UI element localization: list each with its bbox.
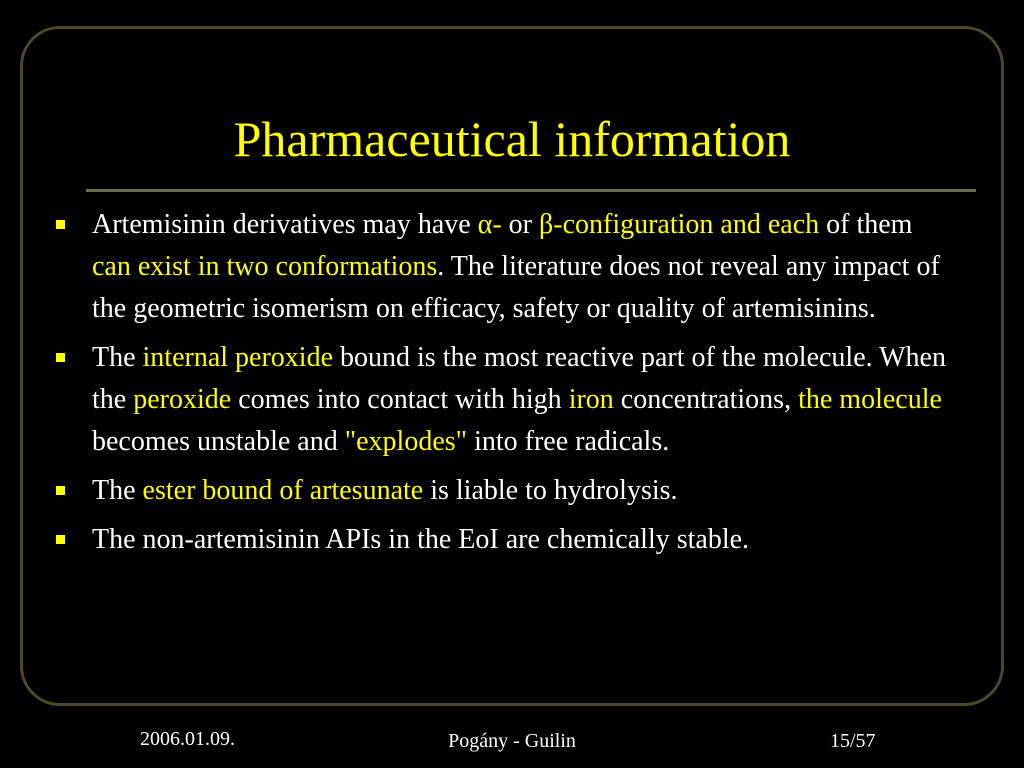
- highlighted-text: internal peroxide: [142, 342, 334, 373]
- bullet-text: The non-artemisinin APIs in the EoI are chemically stable.: [92, 524, 750, 555]
- highlighted-text: α-: [477, 209, 502, 240]
- highlighted-text: the molecule: [798, 384, 942, 415]
- bullet-text: The: [92, 475, 143, 506]
- bullet-list: [56, 204, 956, 568]
- highlighted-text: ester bound of artesunate: [142, 475, 424, 506]
- bullet-text: is liable to hydrolysis.: [423, 475, 678, 506]
- bullet-text: into free radicals.: [467, 426, 670, 457]
- footer-date: 2006.01.09.: [140, 728, 235, 750]
- highlighted-text: β-configuration and each: [539, 209, 820, 240]
- bullet-marker-icon: [56, 353, 65, 362]
- highlighted-text: iron: [568, 384, 614, 415]
- bullet-text: bound is the most reactive part of the molecule. When the: [92, 342, 946, 415]
- footer-page-number: 15/57: [830, 730, 876, 752]
- bullet-item: [56, 204, 956, 330]
- bullet-text: or: [501, 209, 539, 240]
- bullet-marker-icon: [56, 220, 65, 229]
- bullet-item: [56, 470, 956, 512]
- bullet-text: concentrations,: [613, 384, 799, 415]
- bullet-text: . The literature does not reveal any impact of the geometric isomerism on efficacy, safety or quality of artemisinins.: [92, 251, 940, 324]
- highlighted-text: "explodes": [344, 426, 468, 457]
- bullet-text: The: [92, 342, 143, 373]
- bullet-text: of them: [819, 209, 913, 240]
- bullet-text: comes into contact with high: [231, 384, 569, 415]
- title-divider: [86, 189, 976, 192]
- highlighted-text: can exist in two conformations: [92, 251, 438, 282]
- bullet-item: [56, 337, 956, 463]
- slide-title: Pharmaceutical information: [233, 111, 791, 167]
- bullet-marker-icon: [56, 486, 65, 495]
- footer-author-location: Pogány - Guilin: [448, 730, 576, 752]
- bullet-marker-icon: [56, 535, 65, 544]
- bullet-item: [56, 519, 956, 561]
- highlighted-text: peroxide: [133, 384, 232, 415]
- bullet-text: Artemisinin derivatives may have: [92, 209, 478, 240]
- bullet-text: becomes unstable and: [92, 426, 345, 457]
